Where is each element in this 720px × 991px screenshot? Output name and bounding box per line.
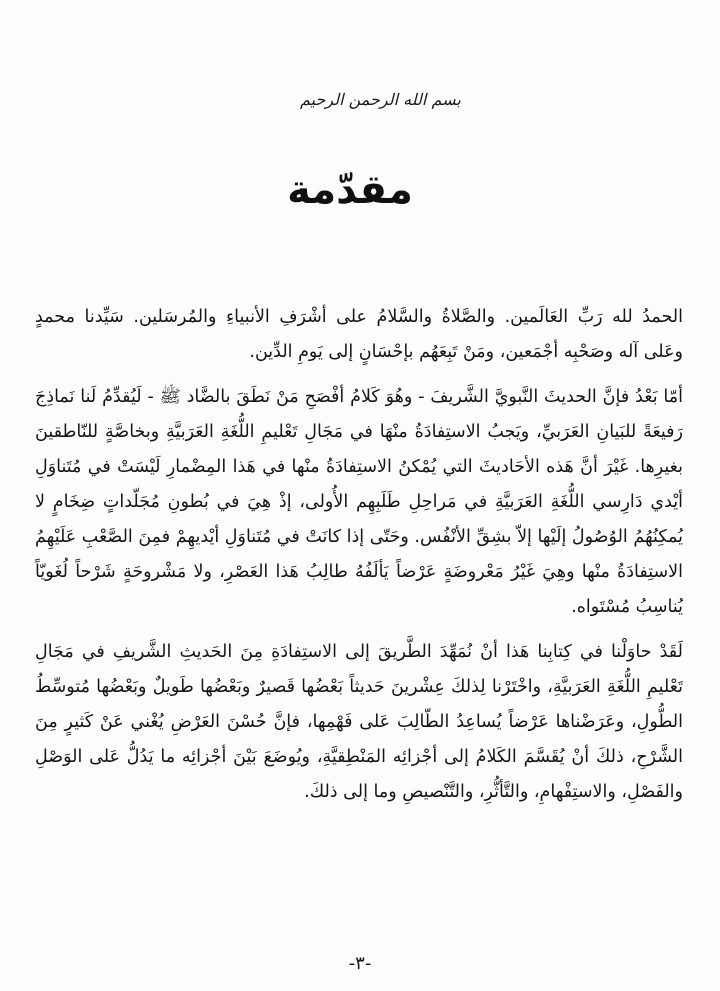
body-text xyxy=(35,300,683,810)
paragraph-1: الحمدُ لله رَبِّ العَالَمين. والصَّلاةُ والسَّلامُ على أشْرَفِ الأنبياءِ والمُرسَلين. سَيِّدنا محمدٍ وعَلى آله وصَحْبِه أجْمَعين، ومَنْ تَبِعَهُم بإحْسَانٍ إلى يَومِ الدِّين. xyxy=(35,307,683,362)
page-number: -٣- xyxy=(348,953,372,974)
page-title: مقدّمة xyxy=(287,167,413,213)
paragraph-2: أمّا بَعْدُ فإنَّ الحديثَ النَّبويَّ الشَّريفَ - وهُوَ كَلامُ أفْصَحِ مَنْ نَطَقَ بالضَّاد ﷺ - لَيُقدِّمُ لَنا نَماذِجَ رَفيعَةً للبَيانِ العَرَبيِّ، ويَجبُ الاستِفادَةُ منْهَا في مَجَالِ تَعْليمِ اللُّغَةِ العَرَبيَّةِ وبخاصَّةٍ للنّاطقينَ بغيرِها. غَيْرَ أنَّ هَذه الأحَاديثَ التي يُمْكنُ الاستِفادَةُ منْها في هَذا المِضْمارِ لَيْسَتْ في مُتَناوَلِ أيْدي دَارِسي اللُّغَةِ العَرَبيَّةِ في مَراحِلِ طَلَبِهِم الأُولى، إذْ هِيَ في بُطونِ مُجَلّداتٍ ضِخَامٍ لا يُمكِنُهُمُ الوُصُولُ إلَيْها إلاّ بشِقِّ الأنْفُس. وحَتّى إذا كانَتْ في مُتَناوَلِ أيْديهِمْ فمِنَ الصَّعْبِ عَلَيْهِمُ الاستِفادَةُ منْها وهِيَ غَيْرُ مَعْروضَةٍ عَرْضاً يَألَفُهُ طالِبُ هَذا العَصْرِ، ولا مَشْروحَةٍ شَرْحاً لُغَويّاً يُناسِبُ مُسْتَواه. xyxy=(35,387,683,617)
paragraph-3: لَقَدْ حاوَلْنا في كِتابِنا هَذا أنْ نُمَهِّدَ الطَّريقَ إلى الاستِفادَةِ مِنَ الحَديثِ الشَّريفِ في مَجَالِ تَعْليمِ اللُّغَةِ العَرَبيَّةِ، واخْتَرْنا لِذلكَ عِشْرينَ حَديثاً بَعْضُها قَصيرٌ وبَعْضُها طَويلٌ وبَعْضُها مُتوسِّطُ الطُّولِ، وعَرَضْناها عَرْضاً يُساعِدُ الطّالِبَ عَلى فَهْمِها، فإنَّ حُسْنَ العَرْضِ يُغْني عَنْ كَثيرٍ مِنَ الشَّرْحِ، ذلكَ أنْ يُقَسَّمَ الكَلامُ إلى أجْزائِه المَنْطِقيَّةِ، ويُوضَعَ بَيْنَ أجْزائِه ما يَدُلُّ عَلى الوَصْلِ والفَصْلِ، والاستِفْهامِ، والتَّأثُّرِ، والتَّنْصيصِ وما إلى ذلكَ. xyxy=(35,642,683,802)
basmala-calligraphy: بسم الله الرحمن الرحيم xyxy=(300,90,461,109)
